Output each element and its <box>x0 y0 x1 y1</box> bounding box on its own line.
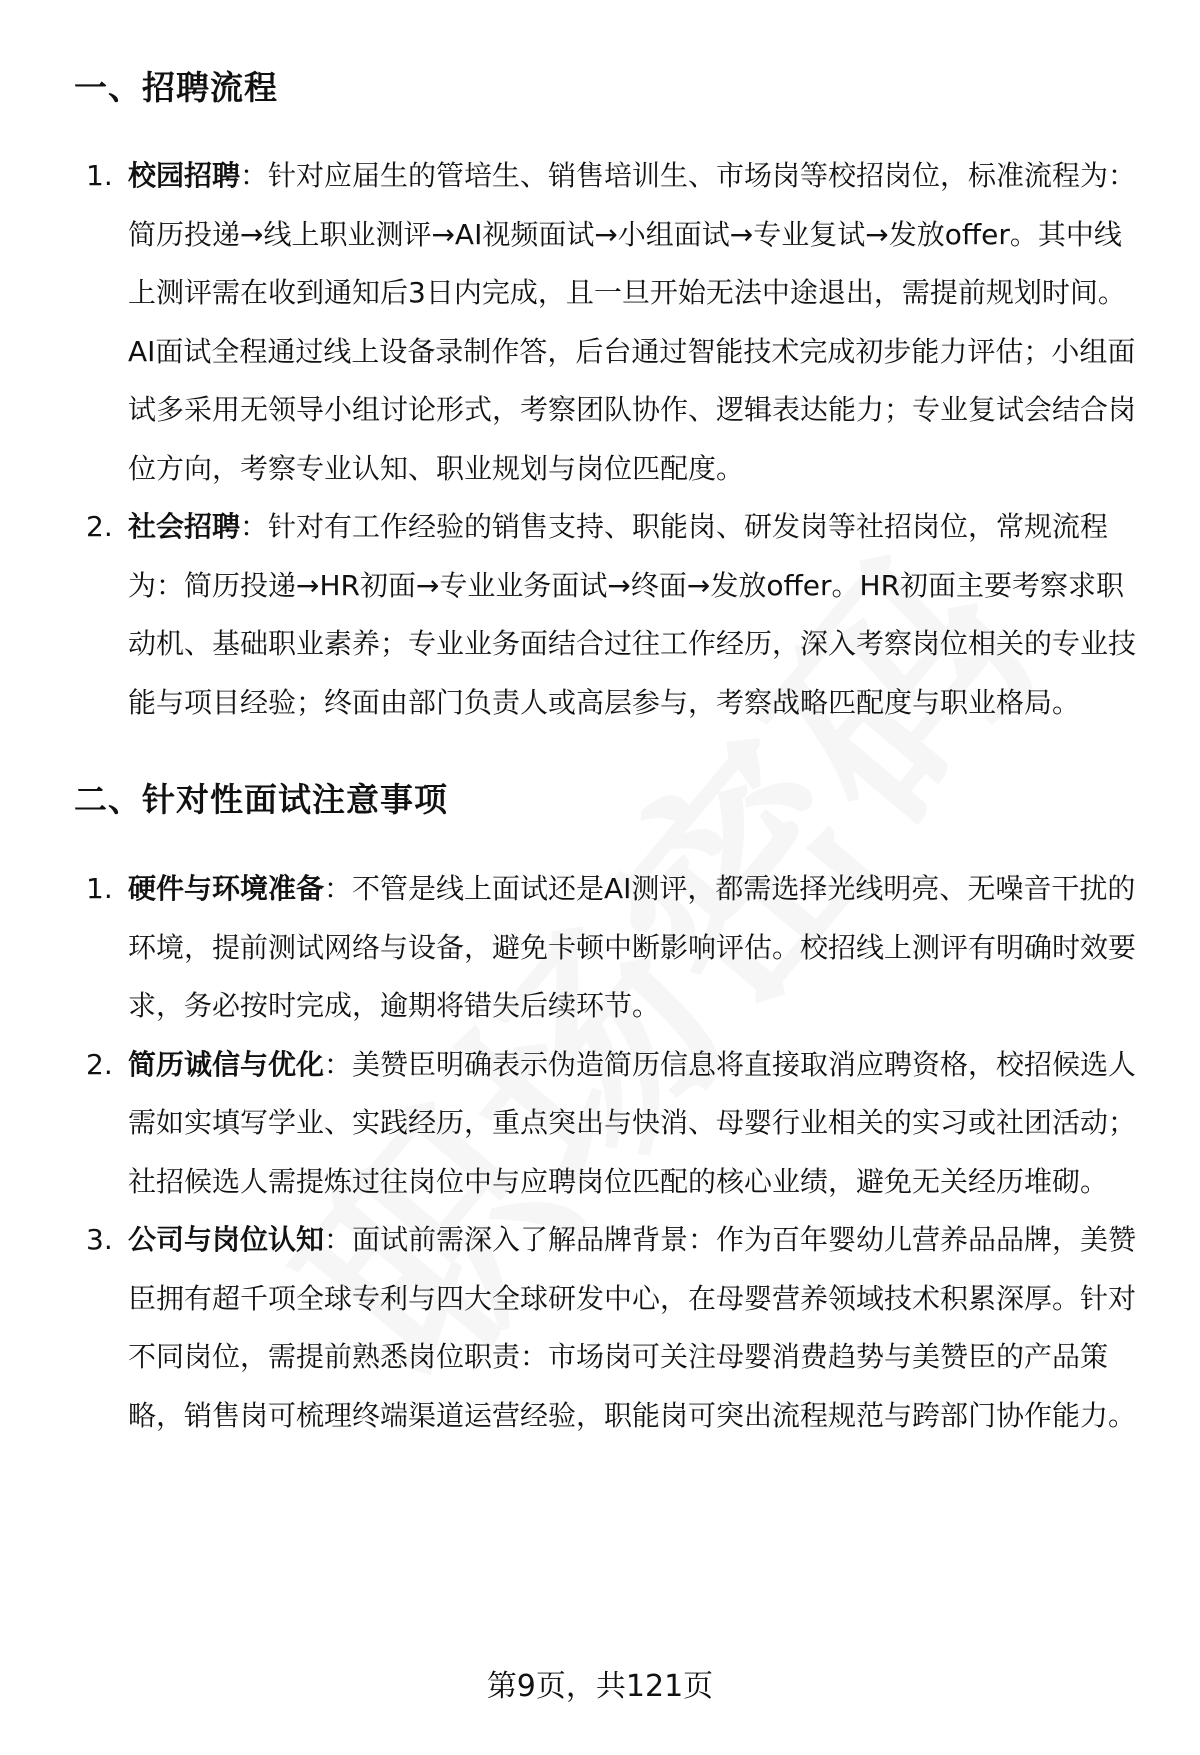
section-title-interview-tips: 二、针对性面试注意事项 <box>74 780 448 819</box>
list-item-number: 2. <box>86 1047 113 1081</box>
list-item-heading: 社会招聘 <box>128 510 241 543</box>
list-item <box>86 498 1146 732</box>
list-item-heading: 硬件与环境准备 <box>128 872 325 905</box>
list-item <box>86 1211 1146 1445</box>
section-title-recruitment-process: 一、招聘流程 <box>74 68 278 107</box>
list-item <box>86 860 1146 1036</box>
list-item-number: 1. <box>86 159 113 192</box>
list-item-text: ：面试前需深入了解品牌背景：作为百年婴幼儿营养品品牌，美赞臣拥有超千项全球专利与四大全球研发中心，在母婴营养领域技术积累深厚。针对不同岗位，需提前熟悉岗位职责：市场岗可关注母婴消费趋势与美赞臣的产品策略，销售岗可梳理终端渠道运营经验，职能岗可突出流程规范与跨部门协作能力。 <box>128 1223 1137 1432</box>
list-item-heading: 校园招聘 <box>128 159 241 192</box>
list-item-heading: 公司与岗位认知 <box>128 1223 325 1256</box>
list-item <box>86 1036 1146 1212</box>
recruitment-process-list <box>86 147 1146 732</box>
list-item-text: ：针对应届生的管培生、销售培训生、市场岗等校招岗位，标准流程为：简历投递→线上职业测评→AI视频面试→小组面试→专业复试→发放offer。其中线上测评需在收到通知后3日内完成，且一旦开始无法中途退出，需提前规划时间。AI面试全程通过线上设备录制作答，后台通过智能技术完成初步能力评估；小组面试多采用无领导小组讨论形式，考察团队协作、逻辑表达能力；专业复试会结合岗位方向，考察专业认知、职业规划与岗位匹配度。 <box>128 159 1137 485</box>
interview-tips-list <box>86 860 1146 1445</box>
list-item-text: ：不管是线上面试还是AI测评，都需选择光线明亮、无噪音干扰的环境，提前测试网络与设备，避免卡顿中断影响评估。校招线上测评有明确时效要求，务必按时完成，逾期将错失后续环节。 <box>128 872 1137 1022</box>
list-item-heading: 简历诚信与优化 <box>128 1047 325 1081</box>
list-item-number: 3. <box>86 1223 113 1256</box>
list-item-text: ：美赞臣明确表示伪造简历信息将直接取消应聘资格，校招候选人需如实填写学业、实践经历，重点突出与快消、母婴行业相关的实习或社团活动；社招候选人需提炼过往岗位中与应聘岗位匹配的核心业绩，避免无关经历堆砌。 <box>128 1047 1137 1198</box>
page-number: 第9页，共121页 <box>486 1669 714 1704</box>
list-item-number: 2. <box>86 510 113 543</box>
list-item <box>86 147 1146 498</box>
list-item-text: ：针对有工作经验的销售支持、职能岗、研发岗等社招岗位，常规流程为：简历投递→HR初面→专业业务面试→终面→发放offer。HR初面主要考察求职动机、基础职业素养；专业业务面结合过往工作经历，深入考察岗位相关的专业技能与项目经验；终面由部门负责人或高层参与，考察战略匹配度与职业格局。 <box>128 510 1137 719</box>
list-item-number: 1. <box>86 872 113 905</box>
